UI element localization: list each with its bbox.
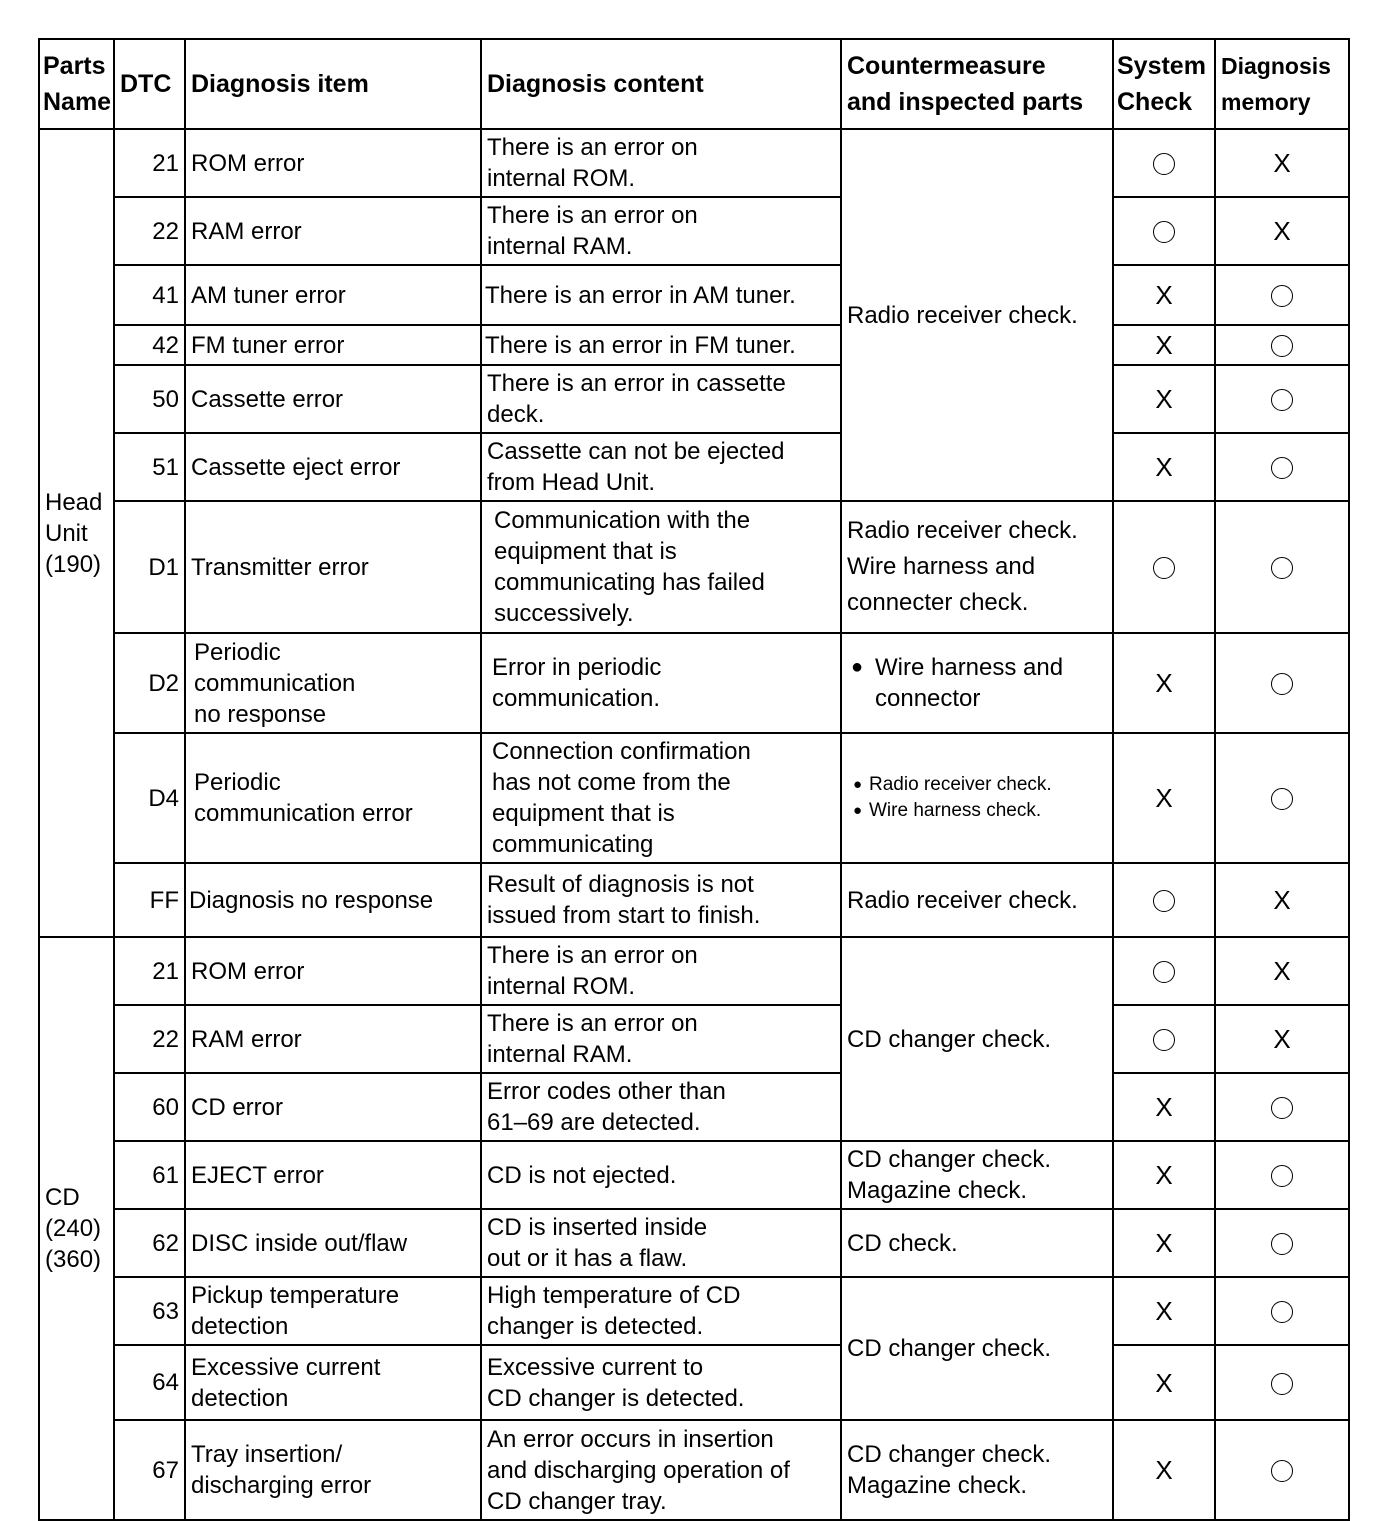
countermeasure-d2: [841, 633, 1113, 733]
circle-mark-icon: [1153, 153, 1175, 175]
dtc-code: 61: [114, 1141, 185, 1209]
dtc-code: 41: [114, 265, 185, 325]
diagnosis-content: Result of diagnosis is not issued from start to finish.: [481, 863, 841, 937]
diagnosis-content: Error codes other than 61–69 are detected.: [481, 1073, 841, 1141]
system-check-mark: [1113, 937, 1215, 1005]
circle-mark-icon: [1153, 890, 1175, 912]
diagnosis-item: RAM error: [185, 1005, 481, 1073]
dtc-code: 62: [114, 1209, 185, 1277]
diagnosis-content: There is an error on internal RAM.: [481, 1005, 841, 1073]
x-mark-icon: X: [1155, 452, 1173, 483]
diagnosis-memory-mark: [1215, 1345, 1349, 1420]
system-check-mark: [1113, 265, 1215, 325]
x-mark-icon: X: [1155, 280, 1173, 311]
table-row: [39, 265, 1349, 325]
system-check-mark: [1113, 633, 1215, 733]
circle-mark-icon: [1271, 335, 1293, 357]
x-mark-icon: X: [1155, 330, 1173, 361]
diagnosis-content: Communication with the equipment that is communicating has failed successively.: [481, 501, 841, 633]
x-mark-icon: X: [1155, 384, 1173, 415]
diagnosis-item: Periodic communication no response: [185, 633, 481, 733]
header-diagnosis-content: Diagnosis content: [481, 39, 841, 129]
circle-mark-icon: [1153, 557, 1175, 579]
table-row: [39, 1420, 1349, 1520]
x-mark-icon: X: [1273, 1024, 1291, 1055]
dtc-code: 22: [114, 197, 185, 265]
system-check-mark: [1113, 197, 1215, 265]
diagnosis-content: An error occurs in insertion and discharging operation of CD changer tray.: [481, 1420, 841, 1520]
table-row: [39, 733, 1349, 863]
x-mark-icon: X: [1155, 668, 1173, 699]
diagnosis-item: Periodic communication error: [185, 733, 481, 863]
dtc-code: 67: [114, 1420, 185, 1520]
table-row: [39, 501, 1349, 633]
parts-cd: CD (240) (360): [39, 937, 114, 1520]
dtc-code: 50: [114, 365, 185, 433]
diagnosis-memory-mark: [1215, 265, 1349, 325]
countermeasure-d4-item: ● Wire harness check.: [847, 798, 1107, 824]
diagnosis-content: There is an error in cassette deck.: [481, 365, 841, 433]
circle-mark-icon: [1271, 457, 1293, 479]
circle-mark-icon: [1271, 1165, 1293, 1187]
diagnosis-item: DISC inside out/flaw: [185, 1209, 481, 1277]
system-check-mark: [1113, 433, 1215, 501]
system-check-mark: [1113, 129, 1215, 197]
system-check-mark: [1113, 1345, 1215, 1420]
system-check-mark: [1113, 325, 1215, 365]
header-row: [39, 39, 1349, 129]
x-mark-icon: X: [1155, 1160, 1173, 1191]
diagnosis-content: High temperature of CD changer is detected.: [481, 1277, 841, 1345]
diagnosis-content: There is an error on internal RAM.: [481, 197, 841, 265]
diagnosis-item: Transmitter error: [185, 501, 481, 633]
diagnosis-item: Tray insertion/ discharging error: [185, 1420, 481, 1520]
parts-head-unit: Head Unit (190): [39, 129, 114, 937]
table-row: [39, 633, 1349, 733]
dtc-code: 60: [114, 1073, 185, 1141]
circle-mark-icon: [1271, 285, 1293, 307]
dtc-code: 51: [114, 433, 185, 501]
x-mark-icon: X: [1273, 885, 1291, 916]
diagnosis-memory-mark: [1215, 733, 1349, 863]
dtc-code: D1: [114, 501, 185, 633]
circle-mark-icon: [1153, 961, 1175, 983]
system-check-mark: [1113, 365, 1215, 433]
circle-mark-icon: [1271, 673, 1293, 695]
diagnosis-item: FM tuner error: [185, 325, 481, 365]
diagnosis-memory-mark: [1215, 1005, 1349, 1073]
x-mark-icon: X: [1155, 1296, 1173, 1327]
table-row: [39, 937, 1349, 1005]
x-mark-icon: X: [1155, 1367, 1173, 1398]
circle-mark-icon: [1271, 1373, 1293, 1395]
system-check-mark: [1113, 863, 1215, 937]
diagnosis-item: CD error: [185, 1073, 481, 1141]
dtc-code: 64: [114, 1345, 185, 1420]
table-row: [39, 365, 1349, 433]
diagnosis-item: Cassette eject error: [185, 433, 481, 501]
diagnosis-memory-mark: [1215, 501, 1349, 633]
table-row: [39, 863, 1349, 937]
x-mark-icon: X: [1273, 956, 1291, 987]
diagnosis-memory-mark: [1215, 937, 1349, 1005]
table-row: [39, 1209, 1349, 1277]
header-dtc: DTC: [114, 39, 185, 129]
x-mark-icon: X: [1273, 148, 1291, 179]
diagnosis-item: ROM error: [185, 937, 481, 1005]
circle-mark-icon: [1271, 557, 1293, 579]
diagnosis-content: Cassette can not be ejected from Head Unit.: [481, 433, 841, 501]
diagnosis-memory-mark: [1215, 365, 1349, 433]
diagnosis-memory-mark: [1215, 1073, 1349, 1141]
countermeasure-67: CD changer check. Magazine check.: [841, 1420, 1113, 1520]
diagnosis-memory-mark: [1215, 633, 1349, 733]
dtc-table: [38, 38, 1350, 1521]
header-diagnosis-item: Diagnosis item: [185, 39, 481, 129]
diagnosis-memory-mark: [1215, 197, 1349, 265]
countermeasure-d4: [841, 733, 1113, 863]
x-mark-icon: X: [1155, 1455, 1173, 1486]
dtc-code: 21: [114, 937, 185, 1005]
diagnosis-content: Excessive current to CD changer is detected.: [481, 1345, 841, 1420]
header-countermeasure: Countermeasure and inspected parts: [841, 39, 1113, 129]
system-check-mark: [1113, 1420, 1215, 1520]
dtc-code: D2: [114, 633, 185, 733]
circle-mark-icon: [1271, 1097, 1293, 1119]
table-row: [39, 197, 1349, 265]
diagnosis-content: There is an error on internal ROM.: [481, 937, 841, 1005]
diagnosis-item: EJECT error: [185, 1141, 481, 1209]
diagnosis-memory-mark: [1215, 1420, 1349, 1520]
diagnosis-memory-mark: [1215, 433, 1349, 501]
diagnosis-item: Cassette error: [185, 365, 481, 433]
diagnosis-content: Error in periodic communication.: [481, 633, 841, 733]
diagnosis-memory-mark: [1215, 1141, 1349, 1209]
circle-mark-icon: [1271, 1460, 1293, 1482]
dtc-code: 63: [114, 1277, 185, 1345]
system-check-mark: [1113, 1141, 1215, 1209]
header-diagnosis-memory: Diagnosis memory: [1215, 39, 1349, 129]
table-row: [39, 1141, 1349, 1209]
circle-mark-icon: [1153, 1029, 1175, 1051]
system-check-mark: [1113, 1005, 1215, 1073]
diagnosis-item: Pickup temperature detection: [185, 1277, 481, 1345]
countermeasure-62: CD check.: [841, 1209, 1113, 1277]
x-mark-icon: X: [1155, 1228, 1173, 1259]
table-row: [39, 325, 1349, 365]
system-check-mark: [1113, 1073, 1215, 1141]
countermeasure-d4-item: ● Radio receiver check.: [847, 772, 1107, 798]
system-check-mark: [1113, 733, 1215, 863]
countermeasure-d2-item: ● Wire harness and connector: [847, 652, 1107, 714]
dtc-code: FF: [114, 863, 185, 937]
diagnosis-content: There is an error in FM tuner.: [481, 325, 841, 365]
x-mark-icon: X: [1273, 216, 1291, 247]
diagnosis-item: AM tuner error: [185, 265, 481, 325]
header-system-check: System Check: [1113, 39, 1215, 129]
diagnosis-content: There is an error on internal ROM.: [481, 129, 841, 197]
system-check-mark: [1113, 1277, 1215, 1345]
header-parts-name: Parts Name: [39, 39, 114, 129]
dtc-code: 22: [114, 1005, 185, 1073]
circle-mark-icon: [1271, 1233, 1293, 1255]
countermeasure-61: CD changer check. Magazine check.: [841, 1141, 1113, 1209]
x-mark-icon: X: [1155, 1092, 1173, 1123]
dtc-code: 21: [114, 129, 185, 197]
circle-mark-icon: [1271, 389, 1293, 411]
diagnosis-item: Excessive current detection: [185, 1345, 481, 1420]
table-row: [39, 1005, 1349, 1073]
diagnosis-item: Diagnosis no response: [185, 863, 481, 937]
circle-mark-icon: [1153, 221, 1175, 243]
diagnosis-memory-mark: [1215, 325, 1349, 365]
diagnosis-memory-mark: [1215, 129, 1349, 197]
diagnosis-content: CD is inserted inside out or it has a flaw.: [481, 1209, 841, 1277]
diagnosis-content: Connection confirmation has not come from the equipment that is communicating: [481, 733, 841, 863]
diagnosis-memory-mark: [1215, 1209, 1349, 1277]
system-check-mark: [1113, 1209, 1215, 1277]
system-check-mark: [1113, 501, 1215, 633]
circle-mark-icon: [1271, 788, 1293, 810]
diagnosis-memory-mark: [1215, 1277, 1349, 1345]
diagnosis-memory-mark: [1215, 863, 1349, 937]
table-row: [39, 1277, 1349, 1345]
countermeasure-d1: Radio receiver check. Wire harness and connecter check.: [841, 501, 1113, 633]
table-row: [39, 129, 1349, 197]
dtc-code: 42: [114, 325, 185, 365]
circle-mark-icon: [1271, 1301, 1293, 1323]
countermeasure-ff: Radio receiver check.: [841, 863, 1113, 937]
countermeasure-cd-changer: CD changer check.: [841, 937, 1113, 1141]
countermeasure-radio: Radio receiver check.: [841, 129, 1113, 501]
dtc-code: D4: [114, 733, 185, 863]
countermeasure-cd-changer-2: CD changer check.: [841, 1277, 1113, 1420]
x-mark-icon: X: [1155, 783, 1173, 814]
diagnosis-content: CD is not ejected.: [481, 1141, 841, 1209]
table-row: [39, 433, 1349, 501]
table-row: [39, 1073, 1349, 1141]
diagnosis-item: RAM error: [185, 197, 481, 265]
diagnosis-content: There is an error in AM tuner.: [481, 265, 841, 325]
diagnosis-item: ROM error: [185, 129, 481, 197]
table-row: [39, 1345, 1349, 1420]
